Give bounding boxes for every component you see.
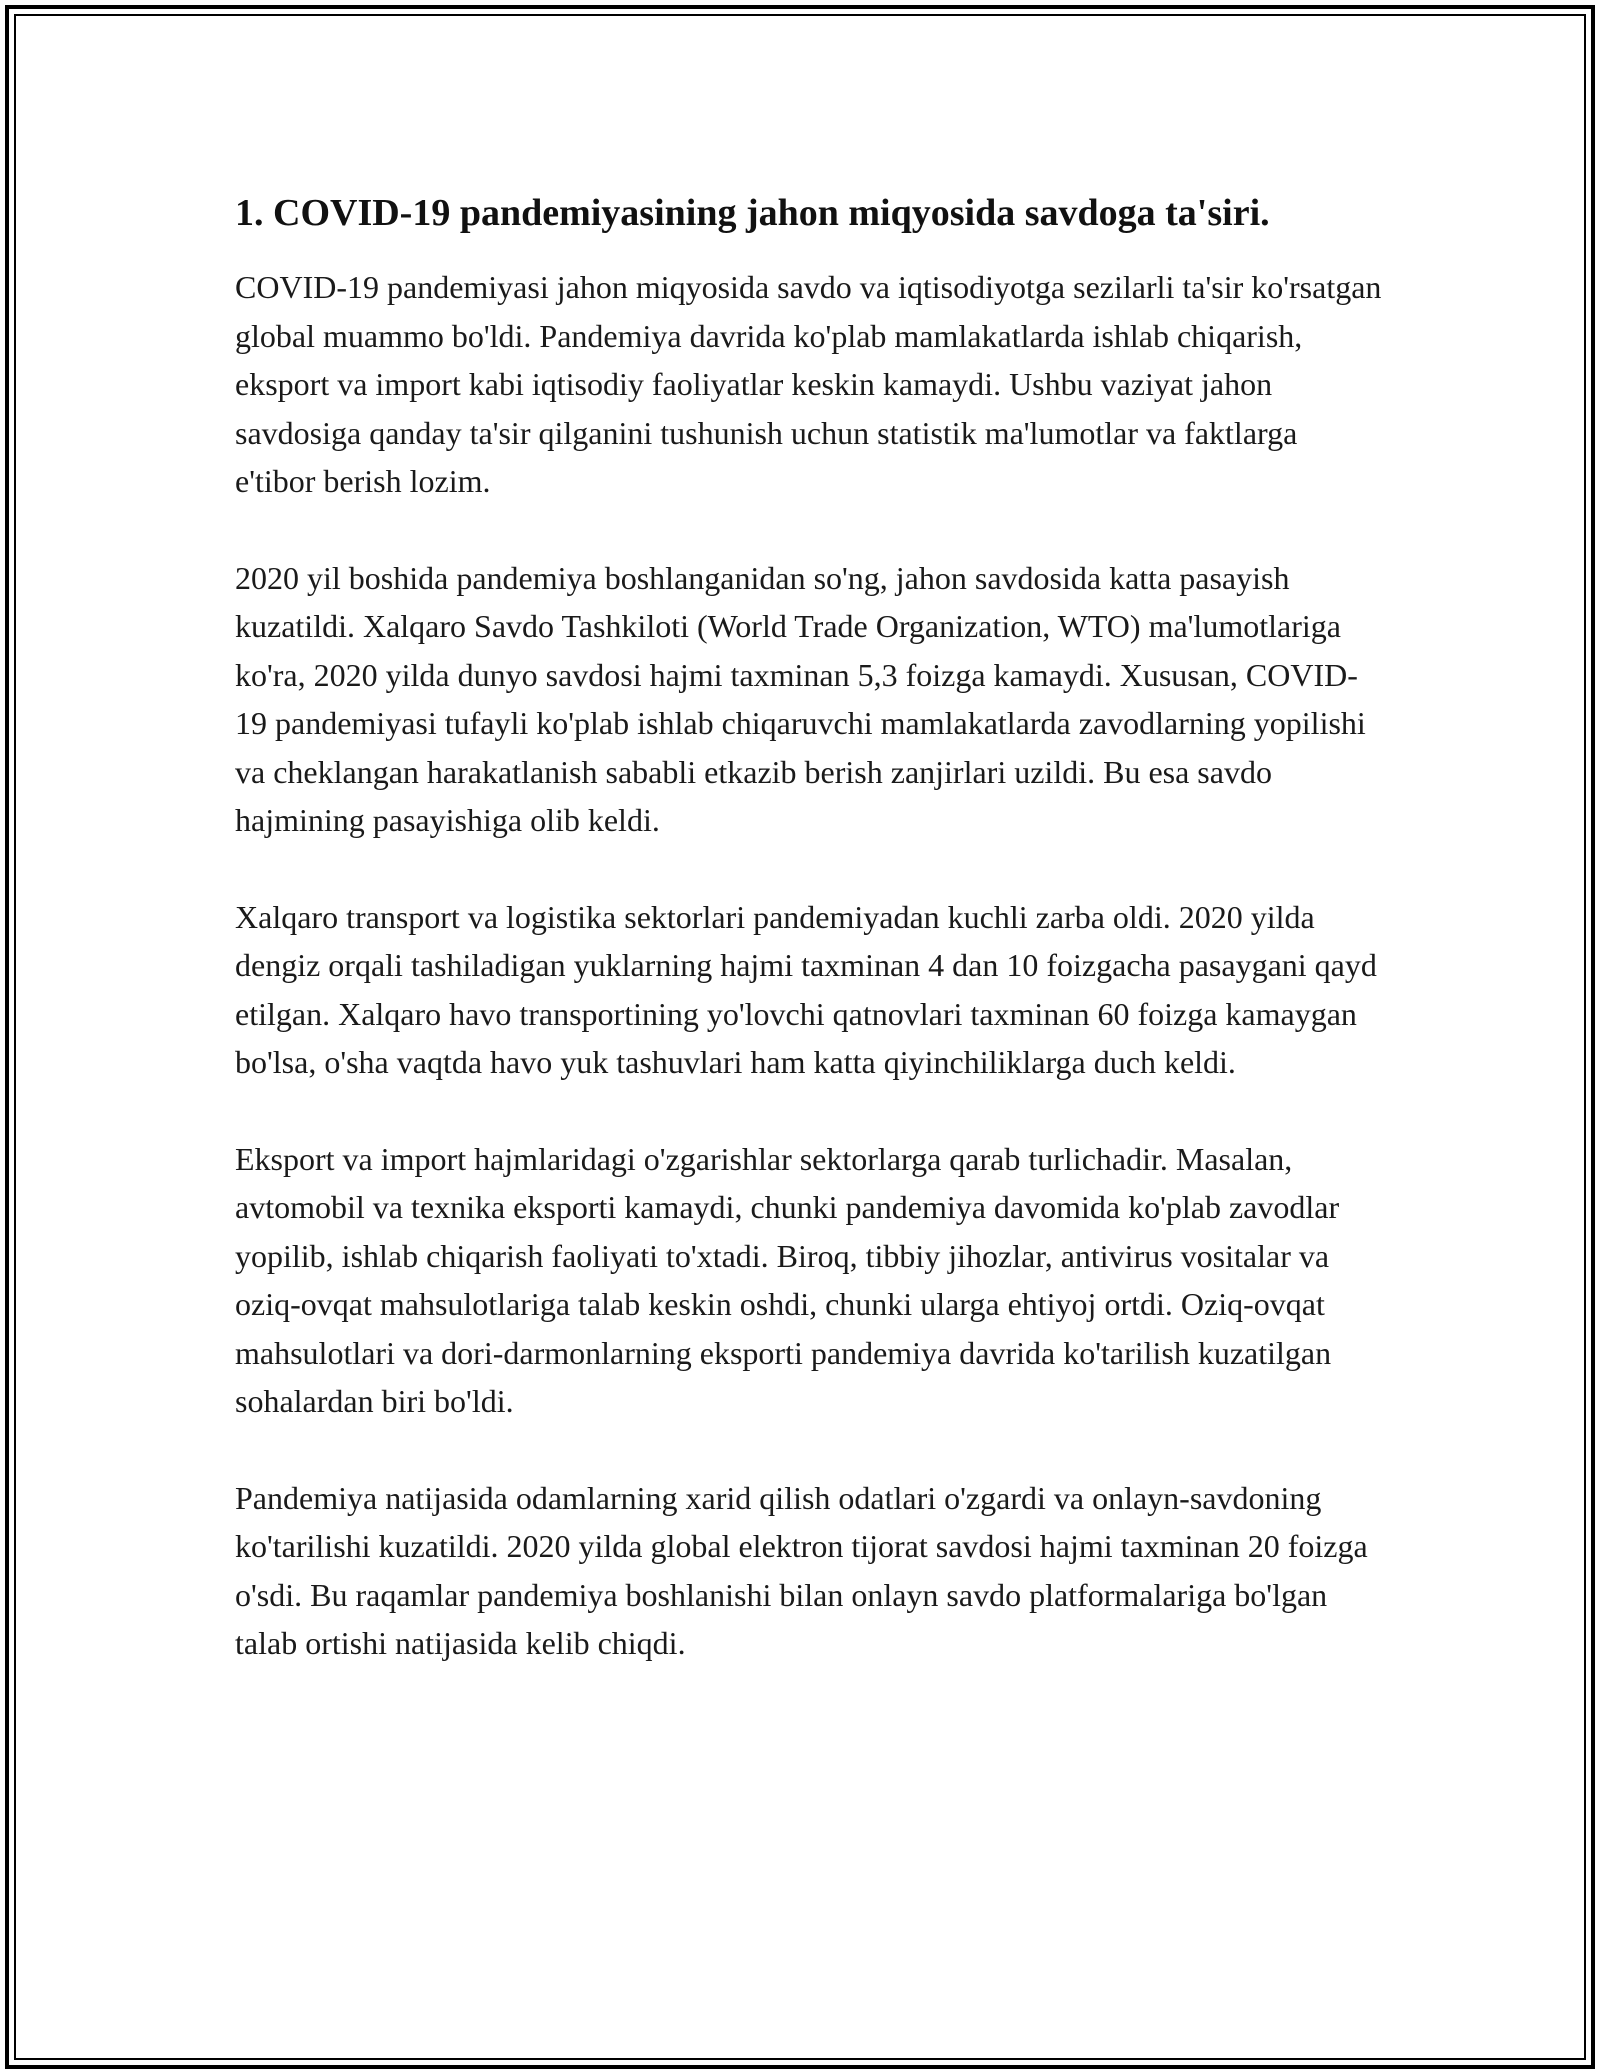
section-heading: 1. COVID-19 pandemiyasining jahon miqyosida savdoga ta'siri. <box>235 192 1270 234</box>
paragraph-intro: COVID-19 pandemiyasi jahon miqyosida savdo va iqtisodiyotga sezilarli ta'sir ko'rsatgan global muammo bo'ldi. Pandemiya davrida ko'plab mamlakatlarda ishlab chiqarish, eksport va import kabi iqtisodiy faoliyatlar keskin kamaydi. Ushbu vaziyat jahon savdosiga qanday ta'sir qilganini tushunish uchun statistik ma'lumotlar va faktlarga e'tibor berish lozim. <box>235 269 1382 499</box>
paragraph-trade-decline: 2020 yil boshida pandemiya boshlanganidan so'ng, jahon savdosida katta pasayish kuzatildi. Xalqaro Savdo Tashkiloti (World Trade Organization, WTO) ma'lumotlariga ko'ra, 2020 yilda dunyo savdosi hajmi taxminan 5,3 foizga kamaydi. Xususan, COVID-19 pandemiyasi tufayli ko'plab ishlab chiqaruvchi mamlakatlarda zavodlarning yopilishi va cheklangan harakatlanish sababli etkazib berish zanjirlari uzildi. Bu esa savdo hajmining pasayishiga olib keldi. <box>235 559 1366 838</box>
paragraph-transport-logistics: Xalqaro transport va logistika sektorlari pandemiyadan kuchli zarba oldi. 2020 yilda dengiz orqali tashiladigan yuklarning hajmi taxminan 4 dan 10 foizgacha pasaygani qayd etilgan. Xalqaro havo transportining yo'lovchi qatnovlari taxminan 60 foizga kamaygan bo'lsa, o'sha vaqtda havo yuk tashuvlari ham katta qiyinchiliklarga duch keldi. <box>235 898 1377 1080</box>
paragraph-export-import: Eksport va import hajmlaridagi o'zgarishlar sektorlarga qarab turlichadir. Masalan, avtomobil va texnika eksporti kamaydi, chunki pandemiya davomida ko'plab zavodlar yopilib, ishlab chiqarish faoliyati to'xtadi. Biroq, tibbiy jihozlar, antivirus vositalar va oziq-ovqat mahsulotlariga talab keskin oshdi, chunki ularga ehtiyoj ortdi. Oziq-ovqat mahsulotlari va dori-darmonlarning eksporti pandemiya davrida ko'tarilish kuzatilgan sohalardan biri bo'ldi. <box>235 1140 1340 1419</box>
paragraph-ecommerce: Pandemiya natijasida odamlarning xarid qilish odatlari o'zgardi va onlayn-savdoning ko'tarilishi kuzatildi. 2020 yilda global elektron tijorat savdosi hajmi taxminan 20 foizga o'sdi. Bu raqamlar pandemiya boshlanishi bilan onlayn savdo platformalariga bo'lgan talab ortishi natijasida kelib chiqdi. <box>235 1479 1368 1661</box>
document-body <box>235 188 1385 1716</box>
